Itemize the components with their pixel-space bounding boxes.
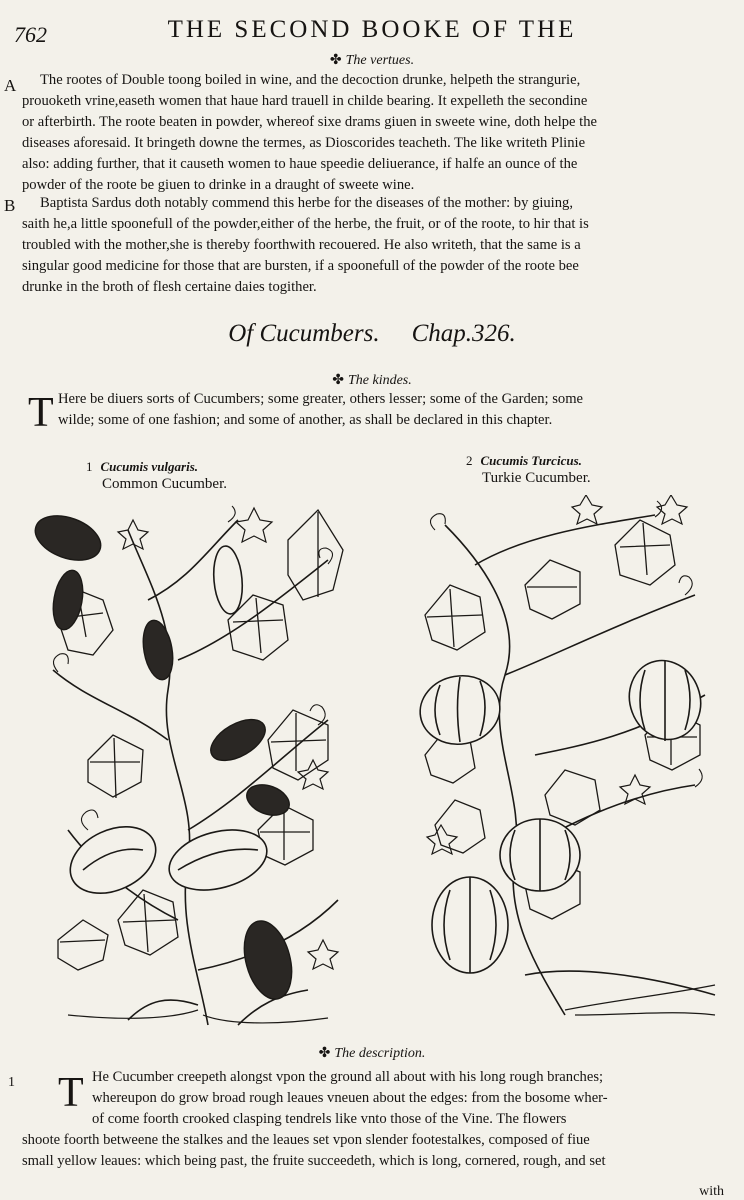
figure-caption-2 [466,452,591,487]
figure-latin-name: Cucumis Turcicus. [480,453,582,468]
kindes-heading-text: The kindes. [347,373,412,388]
turkie-cucumber-woodcut [415,495,725,1025]
vertues-paragraph-a [22,70,720,196]
figure-latin-name: Cucumis vulgaris. [100,459,199,474]
description-paragraph [22,1067,722,1172]
text-line: Here be diuers sorts of Cucumbers; some greater, others lesser; some of the Garden; some [58,391,584,407]
text-line: or afterbirth. The roote beaten in powder, whereof sixe drams giuen in sweete wine, doth helpe the [22,114,597,130]
chapter-number: Chap.326. [411,320,516,347]
vine-stems-icon [53,520,338,1025]
root-icon [68,1010,328,1023]
ornament-icon: ✤ [332,373,344,388]
text-line: He Cucumber creepeth alongst vpon the ground all about with his long rough branches; [92,1069,604,1085]
description-dropcap: T [58,1070,84,1116]
text-line: drunke in the broth of flesh certaine daies togither. [22,279,317,295]
text-line: prouoketh vrine,easeth women that haue hard trauell in childe bearing. It expelleth the secondine [22,93,588,109]
margin-marker-a: A [4,76,17,95]
kindes-paragraph [58,389,720,431]
text-line: shoote foorth betweene the stalkes and the leaues set vpon slender footestalkes, composed of fiue [22,1132,590,1148]
text-line: of come foorth crooked clasping tendrels like vnto those of the Vine. The flowers [92,1111,567,1127]
figure-english-name: Turkie Cucumber. [482,470,591,486]
text-line: whereupon do grow broad rough leaues vneuen about the edges: from the bosome wher- [92,1090,608,1106]
text-line: also: adding further, that it causeth women to haue speedie deliuerance, if halfe an ounce of the [22,156,578,172]
text-line: powder of the roote be giuen to drinke in a draught of sweete wine. [22,177,415,193]
text-line: small yellow leaues: which being past, the fruite succeedeth, which is long, cornered, rough, and set [22,1153,606,1169]
page-number: 762 [14,22,47,47]
kindes-dropcap: T [28,390,54,436]
text-line: saith he,a little spoonefull of the powder,either of the herbe, the fruit, or of the roote, to hir that is [22,216,589,232]
text-line: singular good medicine for those that are bursten, if a spoonefull of the powder of the roote bee [22,258,579,274]
common-cucumber-woodcut [28,500,358,1030]
figure-caption-1 [86,458,227,493]
leaf-icon [58,510,343,970]
text-line: wilde; some of one fashion; and some of another, as shall be declared in this chapter. [58,412,553,428]
chapter-name: Of Cucumbers. [228,320,380,347]
root-icon [565,985,715,1015]
running-head: THE SECOND BOOKE OF THE [167,16,577,43]
cucumber-fruit-icon [415,650,712,973]
vertues-heading-text: The vertues. [345,53,415,68]
description-heading [0,1045,744,1062]
text-line: The rootes of Double toong boiled in wine, and the decoction drunke, helpeth the strangurie, [40,72,581,88]
description-heading-text: The description. [334,1046,426,1061]
kindes-heading [0,372,744,389]
ornament-icon: ✤ [329,53,342,68]
ornament-icon: ✤ [318,1046,331,1061]
figure-number: 2 [466,453,473,468]
figure-english-name: Common Cucumber. [102,476,227,492]
figure-number: 1 [86,459,93,474]
chapter-title [0,320,744,348]
vertues-paragraph-b [22,193,720,298]
catchword: with [699,1184,724,1199]
description-number: 1 [8,1075,15,1090]
text-line: diseases aforesaid. It bringeth downe the termes, as Dioscorides teacheth. The like writeth Plinie [22,135,586,151]
text-line: troubled with the mother,she is thereby foorthwith recouered. He also writeth, that the same is a [22,237,581,253]
text-line: Baptista Sardus doth notably commend this herbe for the diseases of the mother: by giuing, [40,195,573,211]
vertues-heading [0,52,744,69]
margin-marker-b: B [4,196,16,215]
